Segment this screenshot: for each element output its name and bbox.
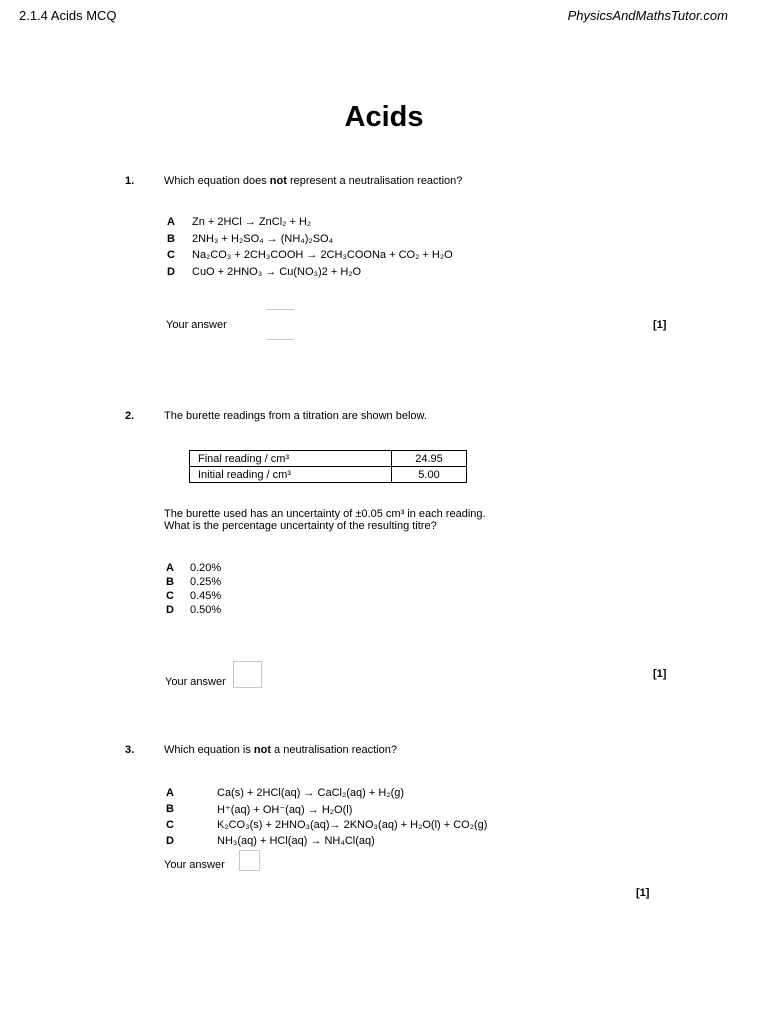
q3-option-d-text: NH₃(aq) + HCl(aq) → NH₄Cl(aq) <box>217 835 375 847</box>
q3-answer-box[interactable] <box>239 850 260 871</box>
header-right-text: PhysicsAndMathsTutor.com <box>567 8 728 23</box>
q1-marks: [1] <box>653 319 667 331</box>
q2-question-line: What is the percentage uncertainty of the resulting titre? <box>164 520 437 532</box>
table-row <box>190 451 467 467</box>
q3-option-a-text: Ca(s) + 2HCl(aq) → CaCl₂(aq) + H₂(g) <box>217 787 405 799</box>
page-title: Acids <box>344 101 424 133</box>
q2-option-c-text: 0.45% <box>190 590 222 602</box>
q1-stem-before: Which equation does <box>164 175 270 187</box>
q1-option-c-text: Na₂CO₃ + 2CH₃COOH → 2CH₃COONa + CO₂ + H₂O <box>192 249 453 261</box>
q2-marks: [1] <box>653 668 667 680</box>
q1-option-d-letter: D <box>167 266 175 278</box>
initial-reading-value: 5.00 <box>392 467 467 483</box>
q1-option-b-letter: B <box>167 233 175 245</box>
q1-option-b-text: 2NH₃ + H₂SO₄ → (NH₄)₂SO₄ <box>192 233 334 245</box>
burette-readings-table <box>189 450 467 483</box>
q2-option-d-letter: D <box>166 604 174 616</box>
q3-option-b-letter: B <box>166 803 174 815</box>
q3-answer-label: Your answer <box>164 859 225 871</box>
q3-number: 3. <box>125 744 135 756</box>
q3-stem <box>164 744 397 756</box>
q1-option-c-letter: C <box>167 249 175 261</box>
q2-option-b-text: 0.25% <box>190 576 222 588</box>
q3-stem-after: a neutralisation reaction? <box>271 744 397 756</box>
q3-marks: [1] <box>636 887 650 899</box>
q2-option-a-text: 0.20% <box>190 562 222 574</box>
final-reading-label: Final reading / cm³ <box>190 451 392 467</box>
q3-stem-before: Which equation is <box>164 744 254 756</box>
header-left-text: 2.1.4 Acids MCQ <box>19 8 117 23</box>
q1-stem <box>164 175 462 187</box>
q1-option-a-letter: A <box>167 216 175 228</box>
q3-option-b-text: H⁺(aq) + OH⁻(aq) → H₂O(l) <box>217 804 353 816</box>
q2-stem: The burette readings from a titration are shown below. <box>164 410 427 422</box>
q3-option-a-letter: A <box>166 787 174 799</box>
table-row <box>190 467 467 483</box>
q3-option-d-letter: D <box>166 835 174 847</box>
q1-answer-label: Your answer <box>166 319 227 331</box>
q2-option-d-text: 0.50% <box>190 604 222 616</box>
q2-option-b-letter: B <box>166 576 174 588</box>
final-reading-value: 24.95 <box>392 451 467 467</box>
q1-number: 1. <box>125 175 135 187</box>
q1-option-d-text: CuO + 2HNO₃ → Cu(NO₃)2 + H₂O <box>192 266 362 278</box>
q2-answer-label: Your answer <box>165 676 226 688</box>
q2-option-c-letter: C <box>166 590 174 602</box>
q3-option-c-letter: C <box>166 819 174 831</box>
q2-option-a-letter: A <box>166 562 174 574</box>
q2-uncertainty-line: The burette used has an uncertainty of ±0.05 cm³ in each reading. <box>164 508 486 520</box>
q1-answer-box[interactable] <box>267 309 294 340</box>
initial-reading-label: Initial reading / cm³ <box>190 467 392 483</box>
q3-stem-bold: not <box>253 744 271 756</box>
q3-option-c-text: K₂CO₃(s) + 2HNO₃(aq)→ 2KNO₃(aq) + H₂O(l) + CO₂(g) <box>217 819 488 831</box>
q1-stem-bold: not <box>269 175 287 187</box>
q1-option-a-text: Zn + 2HCl → ZnCl₂ + H₂ <box>192 216 312 228</box>
q2-number: 2. <box>125 410 135 422</box>
q1-stem-after: represent a neutralisation reaction? <box>286 175 463 187</box>
q2-answer-box[interactable] <box>233 661 262 688</box>
